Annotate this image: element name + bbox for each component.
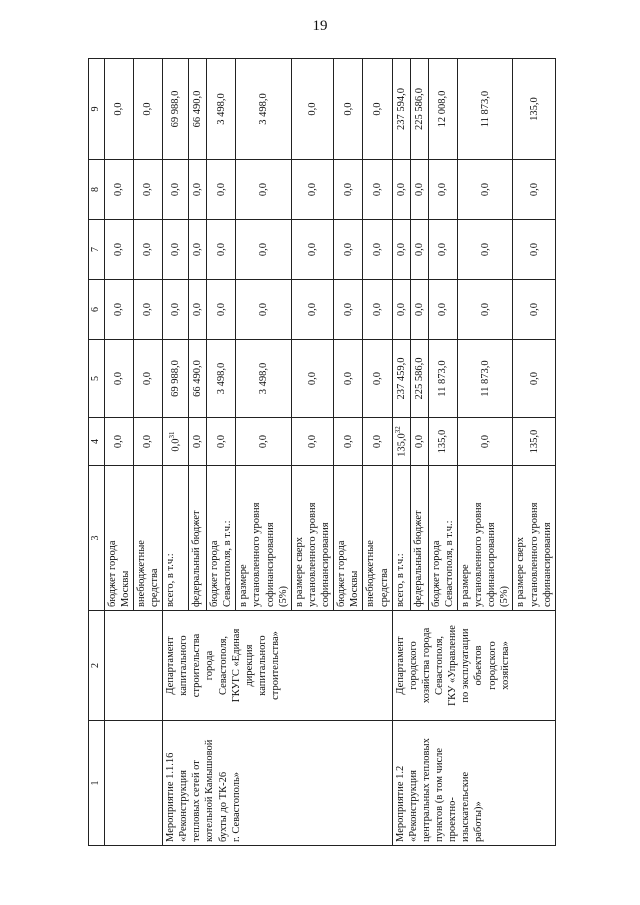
amount-value: 0,0 xyxy=(257,182,269,197)
funding-source-cell xyxy=(291,466,333,611)
amount-value: 0,0 xyxy=(437,302,449,317)
amount-cell xyxy=(236,340,292,418)
amount-cell xyxy=(189,418,207,466)
amount-cell xyxy=(457,220,513,280)
amount-value: 0,0 xyxy=(395,182,407,197)
amount-value: 0,0 xyxy=(257,302,269,317)
amount-value: 11 873,0 xyxy=(437,360,449,397)
funding-source-cell xyxy=(410,466,428,611)
amount-value: 0,0 xyxy=(142,102,154,116)
amount-value: 0,0 xyxy=(113,102,125,116)
amount-value: 135,0 xyxy=(528,429,540,454)
amount-value: 11 873,0 xyxy=(479,360,491,397)
amount-value: 0,0 xyxy=(191,242,203,257)
amount-value: 0,0 xyxy=(306,102,318,116)
amount-cell xyxy=(513,220,555,280)
amount-value: 0,0 xyxy=(371,242,383,257)
column-header: 6 xyxy=(89,280,105,340)
funding-source-cell xyxy=(163,466,189,611)
amount-cell xyxy=(363,280,392,340)
amount-cell xyxy=(392,160,410,220)
amount-value: 0,0 xyxy=(371,102,383,116)
amount-cell xyxy=(133,160,162,220)
amount-value: 0,0 xyxy=(371,302,383,317)
amount-value: 0,0 xyxy=(479,182,491,197)
page-number: 19 xyxy=(312,18,328,34)
amount-cell xyxy=(392,280,410,340)
executor-name: Департамент капитального строительства города Севастополя, ГКУГС «Единая дирекция капитального строительства» xyxy=(165,628,281,703)
funding-source-cell xyxy=(457,466,513,611)
amount-value: 0,0 xyxy=(113,434,125,449)
funding-source-cell xyxy=(392,466,410,611)
amount-cell xyxy=(163,418,189,466)
amount-value: 0,0 xyxy=(371,371,383,386)
amount-cell xyxy=(363,418,392,466)
amount-cell xyxy=(207,280,236,340)
amount-value: 0,0 xyxy=(342,371,354,386)
amount-cell xyxy=(334,160,363,220)
amount-cell xyxy=(163,160,189,220)
amount-cell xyxy=(457,340,513,418)
footnote-marker: 31 xyxy=(168,431,177,439)
amount-cell xyxy=(428,59,457,160)
executor-cell xyxy=(104,611,163,721)
amount-cell xyxy=(334,418,363,466)
amount-cell xyxy=(513,160,555,220)
amount-cell xyxy=(363,340,392,418)
funding-source: в размере установленного уровня софинансирования (5%) xyxy=(459,502,511,607)
funding-source-cell xyxy=(236,466,292,611)
column-header: 9 xyxy=(89,59,105,160)
amount-value: 0,0 xyxy=(413,182,425,197)
amount-cell xyxy=(189,59,207,160)
amount-cell xyxy=(104,160,133,220)
funding-source-cell xyxy=(189,466,207,611)
amount-cell xyxy=(236,418,292,466)
amount-value: 12 008,0 xyxy=(437,90,449,128)
amount-cell xyxy=(133,418,162,466)
funding-source: федеральный бюджет xyxy=(191,510,202,607)
amount-value: 0,0 xyxy=(413,302,425,317)
amount-cell xyxy=(457,418,513,466)
amount-cell xyxy=(363,220,392,280)
amount-cell xyxy=(291,160,333,220)
amount-value: 0,0 xyxy=(528,182,540,197)
amount-cell xyxy=(163,340,189,418)
amount-value: 0,0 xyxy=(142,242,154,257)
amount-cell xyxy=(513,340,555,418)
funding-source: всего, в т.ч.: xyxy=(165,553,176,607)
amount-cell xyxy=(207,59,236,160)
amount-value: 0,0 xyxy=(371,182,383,197)
amount-value: 0,0 xyxy=(215,182,227,197)
amount-value: 0,0 xyxy=(191,182,203,197)
funding-source: федеральный бюджет xyxy=(412,510,424,607)
column-header: 1 xyxy=(89,721,105,846)
amount-cell xyxy=(207,418,236,466)
amount-cell xyxy=(428,340,457,418)
funding-source-cell xyxy=(104,466,133,611)
amount-value: 0,0 xyxy=(306,182,318,197)
amount-value: 0,0 xyxy=(142,371,154,386)
executor-cell xyxy=(392,611,555,721)
amount-cell xyxy=(236,160,292,220)
amount-value: 0,0 xyxy=(413,434,425,449)
amount-value: 0,0 xyxy=(371,434,383,449)
amount-value: 0,0 xyxy=(170,438,182,452)
amount-value: 225 586,0 xyxy=(413,357,425,400)
amount-value: 0,0 xyxy=(113,242,125,257)
amount-cell xyxy=(133,340,162,418)
amount-value: 0,0 xyxy=(113,302,125,317)
funding-source: в размере установленного уровня софинансирования (5%) xyxy=(238,502,289,607)
amount-cell xyxy=(104,280,133,340)
amount-value: 0,0 xyxy=(437,182,449,197)
amount-value: 0,0 xyxy=(191,302,203,317)
amount-cell xyxy=(236,220,292,280)
table-row xyxy=(392,59,410,846)
amount-value: 0,0 xyxy=(342,182,354,197)
amount-cell xyxy=(457,160,513,220)
table-row xyxy=(163,59,189,846)
funding-source: бюджет города Севастополя, в т.ч.: xyxy=(209,520,234,607)
column-number-row xyxy=(89,59,105,846)
amount-cell xyxy=(189,220,207,280)
amount-value: 0,0 xyxy=(342,102,354,116)
amount-cell xyxy=(163,220,189,280)
funding-source: внебюджетные средства xyxy=(135,540,160,607)
amount-value: 3 498,0 xyxy=(257,362,269,395)
amount-value: 0,0 xyxy=(142,434,154,449)
amount-value: 0,0 xyxy=(479,242,491,257)
amount-cell xyxy=(236,59,292,160)
amount-cell xyxy=(133,220,162,280)
column-header: 3 xyxy=(89,466,105,611)
amount-value: 0,0 xyxy=(342,434,354,449)
amount-cell xyxy=(410,418,428,466)
amount-cell xyxy=(428,418,457,466)
funding-source-cell xyxy=(363,466,392,611)
funding-source: бюджет города Севастополя, в т.ч.: xyxy=(430,520,455,607)
amount-value: 0,0 xyxy=(169,242,181,257)
funding-source: бюджет города Москвы xyxy=(106,540,131,607)
measure-cell xyxy=(104,721,163,846)
amount-value: 0,0 xyxy=(342,242,354,257)
measure-name: Мероприятие 1.1.16 «Реконструкция тепловых сетей от котельной Камышовой бухты до ТК-26 г. Севастополь» xyxy=(165,739,242,842)
amount-cell xyxy=(392,220,410,280)
amount-cell xyxy=(392,59,410,160)
column-header: 4 xyxy=(89,418,105,466)
amount-cell xyxy=(133,59,162,160)
funding-source: в размере сверх установленного уровня софинансирования xyxy=(515,502,553,607)
amount-cell xyxy=(392,340,410,418)
amount-cell xyxy=(104,418,133,466)
amount-value: 0,0 xyxy=(306,302,318,317)
amount-cell xyxy=(133,280,162,340)
amount-cell xyxy=(513,280,555,340)
amount-value: 0,0 xyxy=(528,302,540,317)
amount-value: 66 490,0 xyxy=(191,90,203,128)
amount-value: 0,0 xyxy=(142,302,154,317)
footnote-marker: 32 xyxy=(393,426,402,434)
amount-cell xyxy=(291,418,333,466)
funding-source-cell xyxy=(428,466,457,611)
measure-name: Мероприятие 1.2 «Реконструкция центральных тепловых пунктов (в том числе проектно- изыскательские работы)» xyxy=(394,738,485,842)
amount-value: 0,0 xyxy=(257,434,269,449)
amount-value: 237 459,0 xyxy=(395,357,407,400)
financing-table xyxy=(88,58,556,846)
amount-cell xyxy=(428,160,457,220)
amount-value: 0,0 xyxy=(528,371,540,386)
amount-cell xyxy=(410,220,428,280)
amount-value: 0,0 xyxy=(169,182,181,197)
amount-value: 135,0 xyxy=(437,429,449,454)
amount-value: 3 498,0 xyxy=(215,362,227,395)
amount-cell xyxy=(291,280,333,340)
column-header: 8 xyxy=(89,160,105,220)
amount-cell xyxy=(457,59,513,160)
amount-value: 237 594,0 xyxy=(395,88,407,130)
amount-value: 0,0 xyxy=(113,182,125,197)
amount-value: 0,0 xyxy=(413,242,425,257)
amount-value: 0,0 xyxy=(528,242,540,257)
measure-cell xyxy=(163,721,393,846)
amount-value: 0,0 xyxy=(306,434,318,449)
funding-source-cell xyxy=(207,466,236,611)
amount-cell xyxy=(392,418,410,466)
funding-source: всего, в т.ч.: xyxy=(394,553,406,607)
amount-cell xyxy=(334,59,363,160)
amount-cell xyxy=(189,160,207,220)
amount-cell xyxy=(428,220,457,280)
amount-cell xyxy=(334,220,363,280)
rotated-table-container xyxy=(88,59,553,846)
amount-value: 0,0 xyxy=(395,242,407,257)
amount-value: 135,0 xyxy=(528,97,540,121)
amount-value: 0,0 xyxy=(257,242,269,257)
amount-cell xyxy=(207,340,236,418)
amount-cell xyxy=(363,160,392,220)
amount-value: 0,0 xyxy=(342,302,354,317)
amount-cell xyxy=(513,418,555,466)
amount-cell xyxy=(410,280,428,340)
amount-value: 11 873,0 xyxy=(479,90,491,128)
amount-cell xyxy=(291,220,333,280)
amount-cell xyxy=(334,340,363,418)
amount-cell xyxy=(513,59,555,160)
amount-cell xyxy=(104,59,133,160)
funding-source: бюджет города Москвы xyxy=(336,540,361,607)
amount-cell xyxy=(291,59,333,160)
amount-cell xyxy=(104,220,133,280)
funding-source-cell xyxy=(334,466,363,611)
amount-value: 0,0 xyxy=(169,302,181,317)
amount-value: 69 988,0 xyxy=(169,90,181,128)
amount-value: 69 988,0 xyxy=(169,360,181,397)
column-header: 7 xyxy=(89,220,105,280)
amount-value: 0,0 xyxy=(395,302,407,317)
amount-value: 3 498,0 xyxy=(257,93,269,125)
amount-value: 225 586,0 xyxy=(413,88,425,130)
amount-value: 0,0 xyxy=(215,434,227,449)
executor-cell xyxy=(163,611,393,721)
amount-cell xyxy=(163,280,189,340)
amount-value: 66 490,0 xyxy=(191,360,203,397)
amount-value: 135,0 xyxy=(396,433,408,457)
amount-cell xyxy=(207,160,236,220)
funding-source: внебюджетные средства xyxy=(365,540,390,607)
amount-cell xyxy=(363,59,392,160)
measure-cell xyxy=(392,721,555,846)
amount-cell xyxy=(163,59,189,160)
amount-value: 0,0 xyxy=(306,242,318,257)
amount-value: 0,0 xyxy=(215,302,227,317)
amount-value: 0,0 xyxy=(437,242,449,257)
table-row xyxy=(104,59,133,846)
amount-value: 0,0 xyxy=(142,182,154,197)
amount-value: 0,0 xyxy=(479,302,491,317)
amount-value: 3 498,0 xyxy=(215,93,227,125)
amount-cell xyxy=(410,160,428,220)
amount-cell xyxy=(457,280,513,340)
column-header: 2 xyxy=(89,611,105,721)
amount-cell xyxy=(207,220,236,280)
amount-cell xyxy=(104,340,133,418)
amount-cell xyxy=(410,340,428,418)
funding-source-cell xyxy=(133,466,162,611)
amount-value: 0,0 xyxy=(191,434,203,449)
amount-cell xyxy=(334,280,363,340)
amount-value: 0,0 xyxy=(306,371,318,386)
column-header: 5 xyxy=(89,340,105,418)
amount-cell xyxy=(189,340,207,418)
executor-name: Департамент городского хозяйства города Севастополя, ГКУ «Управление по эксплуатации объектов городского хозяйства» xyxy=(394,625,511,706)
amount-value: 0,0 xyxy=(113,371,125,386)
amount-cell xyxy=(428,280,457,340)
funding-source-cell xyxy=(513,466,555,611)
amount-cell xyxy=(410,59,428,160)
amount-value: 0,0 xyxy=(215,242,227,257)
amount-value: 0,0 xyxy=(479,434,491,449)
funding-source: в размере сверх установленного уровня софинансирования xyxy=(293,502,331,607)
amount-cell xyxy=(291,340,333,418)
amount-cell xyxy=(236,280,292,340)
amount-cell xyxy=(189,280,207,340)
